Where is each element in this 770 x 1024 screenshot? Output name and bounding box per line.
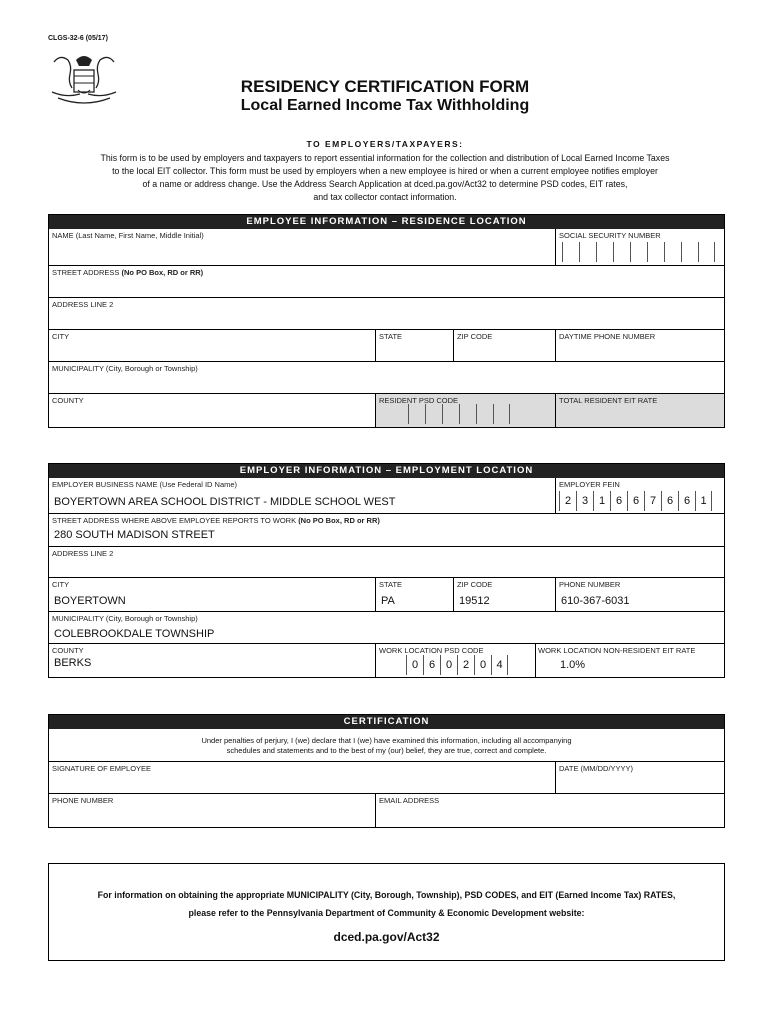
employer-state-field[interactable] — [376, 578, 454, 612]
field-label: DAYTIME PHONE NUMBER — [559, 332, 656, 341]
digit-box[interactable]: 0 — [406, 655, 423, 675]
info-line: please refer to the Pennsylvania Department of Community & Economic Development website: — [188, 908, 585, 918]
digit-box[interactable]: 3 — [576, 491, 593, 511]
digit-box[interactable]: 2 — [457, 655, 474, 675]
employer-section-header: EMPLOYER INFORMATION – EMPLOYMENT LOCATION — [49, 464, 724, 478]
employee-section — [48, 214, 725, 428]
website-link[interactable]: dced.pa.gov/Act32 — [333, 930, 440, 944]
digit-box[interactable]: 1 — [593, 491, 610, 511]
certification-statement — [49, 736, 724, 756]
digit-box[interactable] — [425, 404, 442, 424]
work-location-psd-field[interactable] — [376, 644, 536, 677]
field-label: STATE — [379, 580, 403, 589]
field-label: DATE (MM/DD/YYYY) — [559, 764, 634, 773]
field-label: CITY — [52, 580, 70, 589]
employee-county-field[interactable] — [49, 394, 376, 427]
field-label: NAME (Last Name, First Name, Middle Initial) — [52, 231, 204, 240]
resident-psd-field[interactable] — [376, 394, 556, 427]
field-value: PA — [381, 595, 395, 607]
digit-box[interactable] — [698, 242, 715, 262]
digit-box[interactable] — [579, 242, 596, 262]
resident-psd-boxes[interactable] — [408, 404, 510, 424]
digit-box[interactable]: 6 — [610, 491, 627, 511]
field-label: CITY — [52, 332, 70, 341]
field-value: 1.0% — [560, 659, 586, 671]
employer-county-field[interactable] — [49, 644, 376, 677]
employee-phone-field[interactable] — [556, 330, 724, 362]
digit-box[interactable] — [562, 242, 579, 262]
form-title: RESIDENCY CERTIFICATION FORM — [240, 77, 530, 96]
digit-box[interactable]: 6 — [661, 491, 678, 511]
field-label: PHONE NUMBER — [559, 580, 621, 589]
field-label: ADDRESS LINE 2 — [52, 549, 114, 558]
intro-line: of a name or address change. Use the Address Search Application at dced.pa.gov/Act32 to determine PSD codes, EIT rates, — [142, 179, 628, 189]
field-label: SIGNATURE OF EMPLOYEE — [52, 764, 152, 773]
digit-box[interactable]: 1 — [695, 491, 712, 511]
field-label: MUNICIPALITY (City, Borough or Township) — [52, 614, 198, 623]
intro-paragraph — [0, 152, 770, 204]
field-label: ZIP CODE — [457, 580, 493, 589]
digit-box[interactable]: 0 — [440, 655, 457, 675]
field-label: STATE — [379, 332, 403, 341]
field-label: EMAIL ADDRESS — [379, 796, 440, 805]
digit-box[interactable] — [664, 242, 681, 262]
digit-box[interactable]: 7 — [644, 491, 661, 511]
to-employers-heading: TO EMPLOYERS/TAXPAYERS: — [306, 139, 464, 149]
certification-section — [48, 714, 725, 828]
intro-line: to the local EIT collector. This form must be used by employers when a new employee is hired or when a current employee notifies employer — [112, 166, 658, 176]
digit-box[interactable]: 6 — [423, 655, 440, 675]
digit-box[interactable]: 0 — [474, 655, 491, 675]
certification-header: CERTIFICATION — [49, 715, 724, 729]
street-note: (No PO Box, RD or RR) — [298, 516, 380, 525]
digit-box[interactable] — [476, 404, 493, 424]
employee-name-field[interactable] — [49, 229, 556, 266]
ssn-field[interactable] — [556, 229, 724, 266]
ssn-boxes[interactable] — [562, 242, 715, 262]
employee-section-header: EMPLOYEE INFORMATION – RESIDENCE LOCATION — [49, 215, 724, 229]
digit-box[interactable] — [647, 242, 664, 262]
field-label: SOCIAL SECURITY NUMBER — [559, 231, 661, 240]
field-value: 280 SOUTH MADISON STREET — [54, 529, 215, 541]
employer-fein-field[interactable] — [556, 478, 724, 514]
field-label: WORK LOCATION NON-RESIDENT EIT RATE — [538, 646, 696, 655]
field-label — [52, 516, 380, 525]
employee-city-field[interactable] — [49, 330, 376, 362]
total-resident-eit-field[interactable] — [556, 394, 724, 427]
field-value: COLEBROOKDALE TOWNSHIP — [54, 628, 215, 640]
fein-boxes[interactable] — [559, 491, 712, 511]
field-value: BERKS — [54, 657, 92, 669]
form-code: CLGS-32-6 (05/17) — [48, 35, 108, 42]
form-subtitle: Local Earned Income Tax Withholding — [240, 97, 530, 114]
employee-municipality-field[interactable] — [49, 362, 724, 394]
field-value: BOYERTOWN — [54, 595, 126, 607]
field-label: EMPLOYER FEIN — [559, 480, 620, 489]
employer-city-field[interactable] — [49, 578, 376, 612]
field-label: ADDRESS LINE 2 — [52, 300, 114, 309]
work-psd-boxes[interactable] — [406, 655, 508, 675]
cert-phone-field[interactable] — [49, 794, 376, 827]
signature-field[interactable] — [49, 761, 556, 794]
employee-address2-field[interactable] — [49, 298, 724, 330]
field-label: ZIP CODE — [457, 332, 493, 341]
employer-zip-field[interactable] — [454, 578, 556, 612]
field-label: PHONE NUMBER — [52, 796, 114, 805]
info-line: For information on obtaining the appropriate MUNICIPALITY (City, Borough, Township), PSD CODES, and EIT (Earned Income Tax) RATES, — [97, 890, 676, 900]
digit-box[interactable]: 2 — [559, 491, 576, 511]
field-label: RESIDENT PSD CODE — [379, 396, 459, 405]
employee-state-field[interactable] — [376, 330, 454, 362]
employer-street-field[interactable] — [49, 514, 724, 547]
email-field[interactable] — [376, 794, 724, 827]
info-text — [49, 886, 724, 922]
digit-box[interactable] — [681, 242, 698, 262]
digit-box[interactable]: 6 — [627, 491, 644, 511]
field-label — [52, 268, 203, 277]
field-value: BOYERTOWN AREA SCHOOL DISTRICT - MIDDLE SCHOOL WEST — [54, 496, 396, 508]
field-value: 610-367-6031 — [561, 595, 630, 607]
field-label: EMPLOYER BUSINESS NAME (Use Federal ID Name) — [52, 480, 238, 489]
intro-line: This form is to be used by employers and taxpayers to report essential information for the collection and distribution of Local Earned Income Taxes — [100, 153, 670, 163]
field-label: MUNICIPALITY (City, Borough or Township) — [52, 364, 198, 373]
employee-street-field[interactable] — [49, 266, 724, 298]
digit-box[interactable]: 6 — [678, 491, 695, 511]
digit-box[interactable] — [408, 404, 425, 424]
field-label: COUNTY — [52, 396, 84, 405]
digit-box[interactable] — [630, 242, 647, 262]
digit-box[interactable] — [442, 404, 459, 424]
employer-address2-field[interactable] — [49, 547, 724, 578]
info-box — [48, 863, 725, 961]
field-label: TOTAL RESIDENT EIT RATE — [559, 396, 658, 405]
digit-box[interactable] — [596, 242, 613, 262]
digit-box[interactable] — [459, 404, 476, 424]
field-label: COUNTY — [52, 646, 84, 655]
street-label: STREET ADDRESS — [52, 268, 120, 277]
work-location-eit-field[interactable] — [536, 644, 724, 677]
cert-line: Under penalties of perjury, I (we) declare that I (we) have examined this information, including all accompanying — [201, 736, 572, 745]
employer-municipality-field[interactable] — [49, 612, 724, 644]
field-label: WORK LOCATION PSD CODE — [379, 646, 484, 655]
employer-business-name-field[interactable] — [49, 478, 556, 514]
digit-box[interactable]: 4 — [491, 655, 508, 675]
employer-phone-field[interactable] — [556, 578, 724, 612]
intro-line: and tax collector contact information. — [313, 192, 457, 202]
employee-zip-field[interactable] — [454, 330, 556, 362]
digit-box[interactable] — [613, 242, 630, 262]
date-field[interactable] — [556, 761, 724, 794]
cert-line: schedules and statements and to the best of my (our) belief, they are true, correct and complete. — [226, 746, 547, 755]
street-label: STREET ADDRESS WHERE ABOVE EMPLOYEE REPORTS TO WORK — [52, 516, 297, 525]
employer-section — [48, 463, 725, 678]
digit-box[interactable] — [493, 404, 510, 424]
field-value: 19512 — [459, 595, 490, 607]
street-note: (No PO Box, RD or RR) — [121, 268, 204, 277]
